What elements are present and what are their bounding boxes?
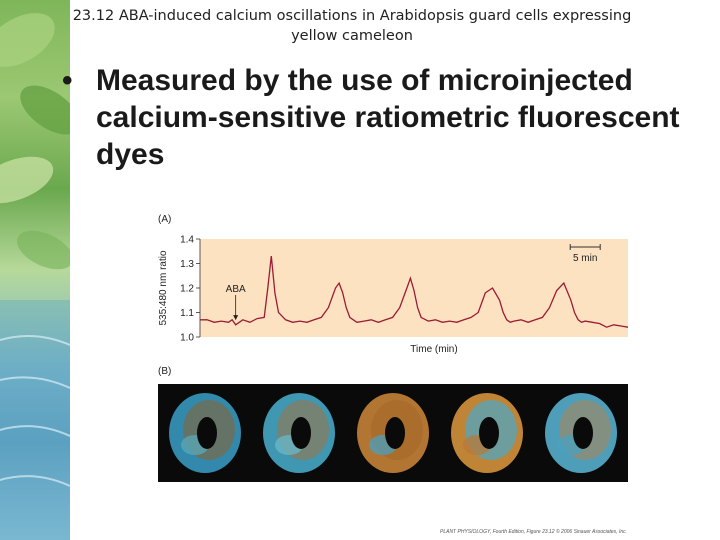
cell-frame-4 [451,393,523,473]
figure-panel [150,176,636,540]
bullet-text: Measured by the use of microinjected calcium-sensitive ratiometric fluorescent dyes [96,64,680,171]
decorative-leaf-strip [0,0,70,540]
scale-bar-label: 5 min [572,253,598,264]
guard-cell-images [158,384,628,482]
bullet-icon: • [62,64,73,97]
cell-frame-2 [263,393,335,473]
figure-credit: PLANT PHYSIOLOGY, Fourth Edition, Figure 23.12 © 2006 Sinauer Associates, Inc. [440,529,628,535]
slide-title: 23.12 ABA-induced calcium oscillations in Arabidopsis guard cells expressing yellow cameleon [72,8,632,44]
y-axis-label: 535:480 nm ratio [158,250,169,326]
leaf-decoration-icon [0,0,70,540]
plot-background [200,239,628,337]
y-tick-label: 1.0 [180,332,194,344]
panel-a-label: (A) [158,214,172,225]
aba-annotation: ABA [225,284,246,295]
y-tick-label: 1.1 [180,308,194,319]
y-tick-label: 1.3 [180,259,194,270]
cell-image-strip [158,384,628,482]
cell-frame-3 [357,393,429,473]
panel-b-label: (B) [158,366,172,377]
cell-frame-1 [169,393,241,473]
y-tick-label: 1.2 [180,283,194,295]
y-tick-label: 1.4 [180,234,194,246]
x-axis-label: Time (min) [410,344,458,355]
calcium-ratio-chart [150,176,636,366]
cell-frame-5 [545,393,617,473]
